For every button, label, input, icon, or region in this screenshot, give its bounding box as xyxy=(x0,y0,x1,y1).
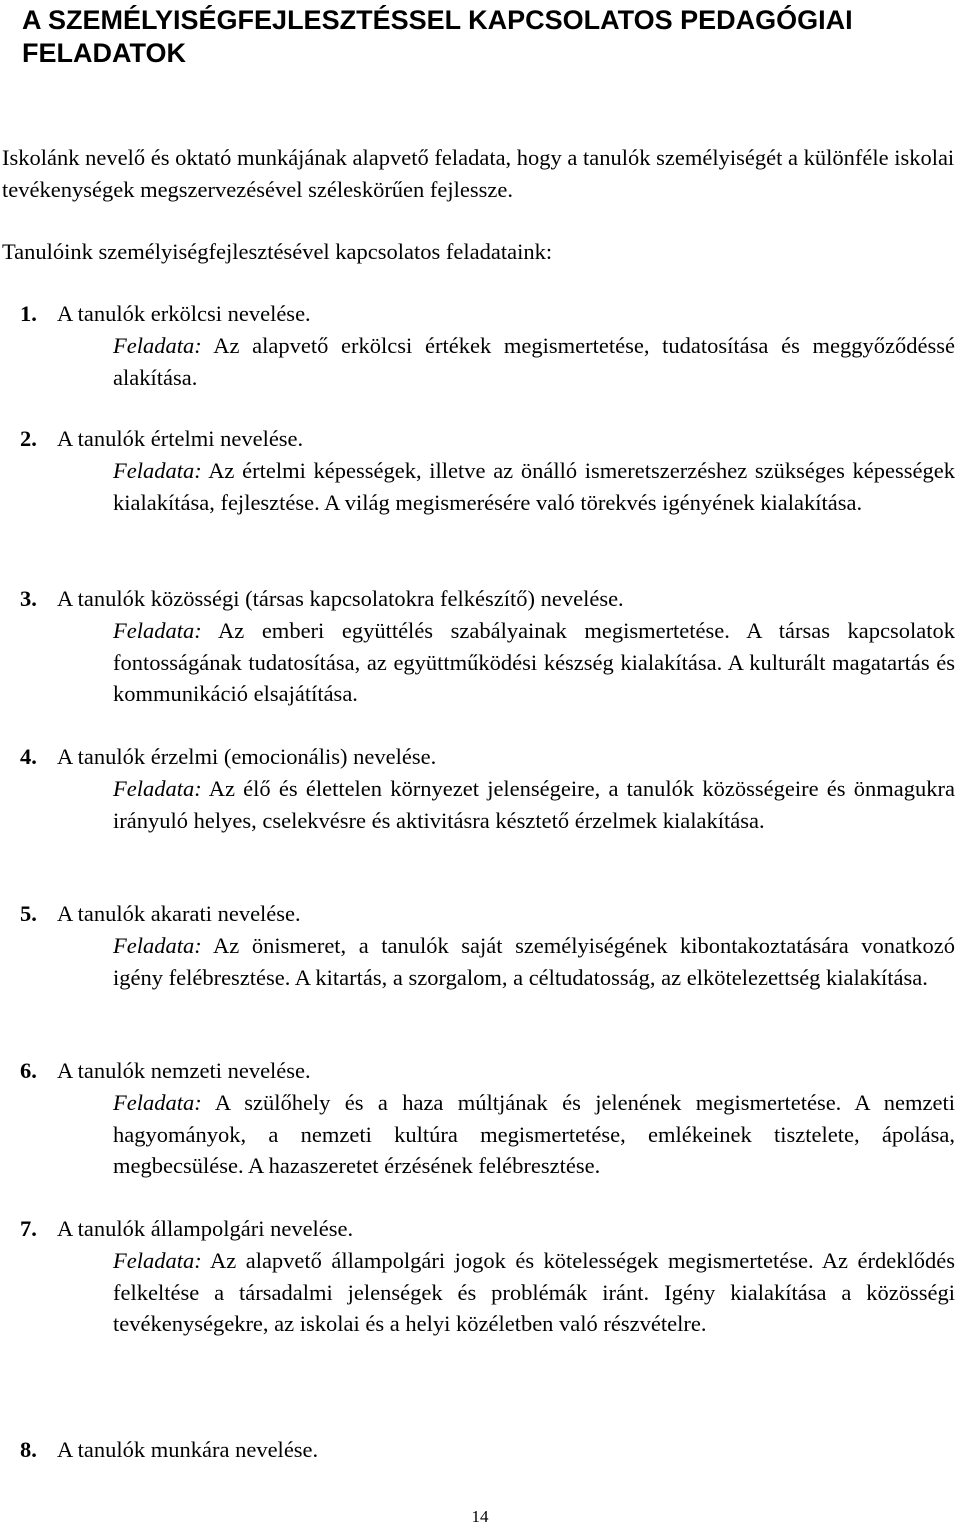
item-number: 5. xyxy=(20,901,37,926)
item-number: 2. xyxy=(20,426,37,451)
list-item xyxy=(20,423,956,518)
item-task-text: Az értelmi képességek, illetve az önálló ismeretszerzéshez szükséges képességek kialakítása, fejlesztése. A világ megismerésére való törekvés igényének kialakítása. xyxy=(113,458,955,515)
item-title: A tanulók erkölcsi nevelése. xyxy=(57,301,311,326)
task-label: Feladata: xyxy=(113,933,202,958)
task-label: Feladata: xyxy=(113,1090,202,1115)
list-item xyxy=(20,298,956,393)
item-task-text: Az alapvető állampolgári jogok és kötelességek megismertetése. Az érdeklődés felkeltése a társadalmi jelenségek és problémák iránt. Igény kialakítása a közösségi tevékenységekre, az iskolai és a helyi közéletben való részvételre. xyxy=(113,1248,955,1336)
item-description xyxy=(113,773,955,836)
item-description xyxy=(113,1245,955,1340)
task-label: Feladata: xyxy=(113,618,202,643)
item-description xyxy=(113,1087,955,1182)
list-item xyxy=(20,583,956,710)
item-title: A tanulók érzelmi (emocionális) nevelése. xyxy=(57,744,437,769)
item-title: A tanulók munkára nevelése. xyxy=(57,1437,319,1462)
item-number: 3. xyxy=(20,586,37,611)
intro-paragraph: Iskolánk nevelő és oktató munkájának alapvető feladata, hogy a tanulók személyiségét a különféle iskolai tevékenységek megszervezésével széleskörűen fejlessze. xyxy=(2,145,955,202)
item-title: A tanulók nemzeti nevelése. xyxy=(57,1058,311,1083)
item-task-text: A szülőhely és a haza múltjának és jelenének megismertetése. A nemzeti hagyományok, a nemzeti kultúra megismertetése, emlékeinek tisztelete, ápolása, megbecsülése. A hazaszeretet érzésének felébresztése. xyxy=(113,1090,955,1178)
item-number: 8. xyxy=(20,1437,37,1462)
item-description xyxy=(113,330,955,393)
item-number: 7. xyxy=(20,1216,37,1241)
item-description xyxy=(113,615,955,710)
item-title: A tanulók közösségi (társas kapcsolatokra felkészítő) nevelése. xyxy=(57,586,624,611)
item-task-text: Az élő és élettelen környezet jelenségeire, a tanulók közösségeire és önmagukra irányuló helyes, cselekvésre és aktivitásra késztető érzelmek kialakítása. xyxy=(113,776,955,833)
task-label: Feladata: xyxy=(113,1248,202,1273)
page-number: 14 xyxy=(471,1507,489,1526)
list-item xyxy=(20,741,956,836)
list-item xyxy=(20,1434,956,1466)
page-title: A SZEMÉLYISÉGFEJLESZTÉSSEL KAPCSOLATOS PEDAGÓGIAI FELADATOK xyxy=(22,5,853,68)
task-label: Feladata: xyxy=(113,776,202,801)
item-number: 1. xyxy=(20,301,37,326)
list-item xyxy=(20,1213,956,1340)
item-title: A tanulók akarati nevelése. xyxy=(57,901,301,926)
list-item xyxy=(20,898,956,993)
item-number: 6. xyxy=(20,1058,37,1083)
item-number: 4. xyxy=(20,744,37,769)
task-label: Feladata: xyxy=(113,333,202,358)
list-item xyxy=(20,1055,956,1182)
task-label: Feladata: xyxy=(113,458,202,483)
item-task-text: Az emberi együttélés szabályainak megismertetése. A társas kapcsolatok fontosságának tudatosítása, az együttműködési készség kialakítása. A kulturált magatartás és kommunikáció elsajátítása. xyxy=(113,618,955,706)
item-title: A tanulók értelmi nevelése. xyxy=(57,426,304,451)
item-description xyxy=(113,455,955,518)
item-description xyxy=(113,930,955,993)
item-title: A tanulók állampolgári nevelése. xyxy=(57,1216,354,1241)
item-task-text: Az alapvető erkölcsi értékek megismertetése, tudatosítása és meggyőződéssé alakítása. xyxy=(113,333,955,390)
lead-paragraph: Tanulóink személyiségfejlesztésével kapcsolatos feladataink: xyxy=(2,239,553,264)
item-task-text: Az önismeret, a tanulók saját személyiségének kibontakoztatására vonatkozó igény felébresztése. A kitartás, a szorgalom, a céltudatosság, az elkötelezettség kialakítása. xyxy=(113,933,955,990)
